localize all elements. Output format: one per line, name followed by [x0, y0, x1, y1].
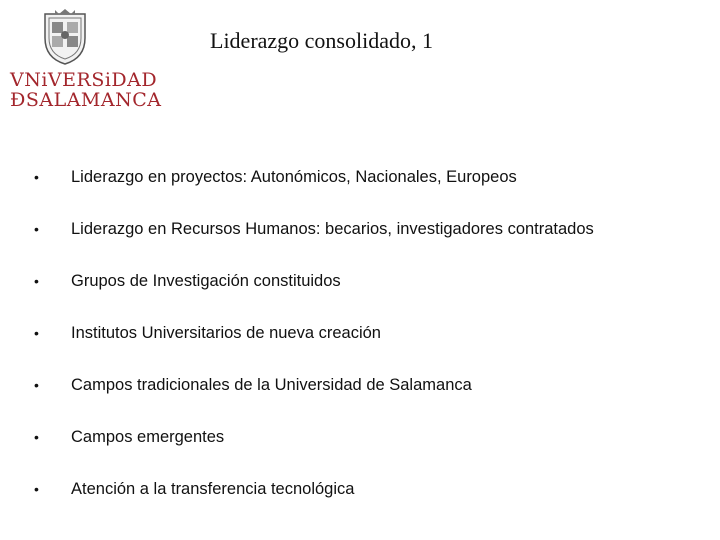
bullet-text: Campos tradicionales de la Universidad de Salamanca — [71, 376, 472, 394]
bullet-text: Atención a la transferencia tecnológica — [71, 480, 355, 498]
bullet-dot: • — [34, 169, 39, 185]
bullet-text: Liderazgo en Recursos Humanos: becarios, investigadores contratados — [71, 220, 594, 238]
logo-line-2: ÐSALAMANCA — [10, 89, 162, 111]
bullet-dot: • — [34, 481, 39, 497]
university-logo — [10, 69, 162, 111]
bullet-dot: • — [34, 273, 39, 289]
bullet-dot: • — [34, 377, 39, 393]
logo-line-1: VNiVERSiDAD — [10, 69, 158, 91]
bullet-dot: • — [34, 325, 39, 341]
bullet-dot: • — [34, 221, 39, 237]
bullet-dot: • — [34, 429, 39, 445]
bullet-text: Campos emergentes — [71, 428, 225, 446]
university-seal-icon — [41, 8, 89, 66]
slide-title: Liderazgo consolidado, 1 — [210, 28, 433, 53]
bullet-text: Institutos Universitarios de nueva creación — [71, 324, 381, 342]
bullet-text: Liderazgo en proyectos: Autonómicos, Nacionales, Europeos — [71, 168, 517, 186]
bullet-text: Grupos de Investigación constituidos — [71, 272, 341, 290]
